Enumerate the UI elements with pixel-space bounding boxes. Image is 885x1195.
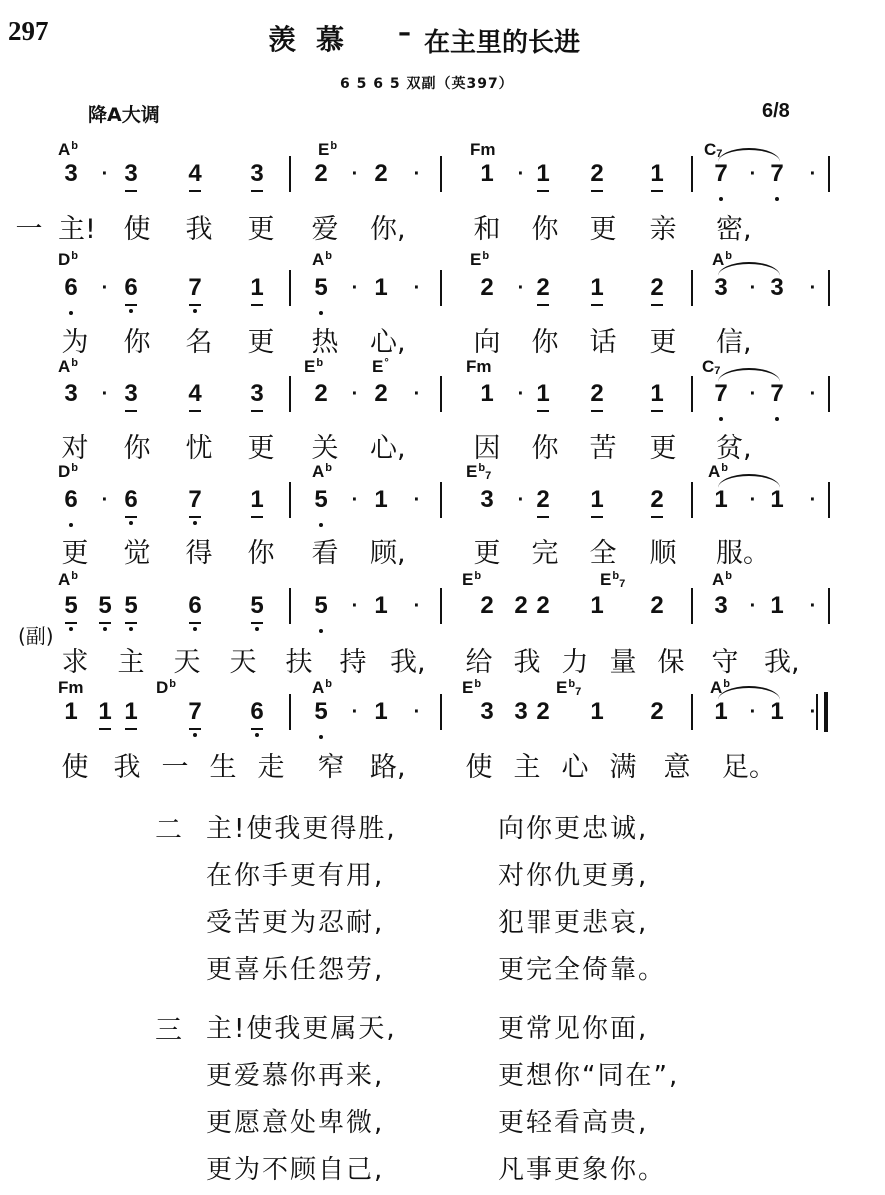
lyric-char: 完 (531, 538, 559, 569)
duration-dot: · (517, 383, 525, 405)
lyric-char: 觉 (123, 538, 151, 569)
duration-dot: · (809, 595, 817, 617)
note: 6 (244, 700, 270, 724)
duration-dot: · (517, 277, 525, 299)
verse-line: 更常见你面, (498, 1014, 649, 1044)
note: 1 (644, 382, 670, 406)
chord-symbol: $E^b$ (462, 570, 482, 589)
bar-line (828, 376, 830, 412)
bar-line (440, 694, 442, 730)
lyric-char: 我 (113, 752, 141, 783)
note: 2 (314, 380, 328, 407)
lyric-char: 因 (473, 433, 501, 464)
note: 5 (118, 594, 144, 618)
chord-symbol: $A^b$ (312, 678, 333, 697)
lyric-char: 天 (173, 647, 201, 678)
duration-dot: · (101, 383, 109, 405)
lyric-char: 更 (589, 214, 617, 245)
bar-line (691, 482, 693, 518)
duration-dot: · (517, 163, 525, 185)
note: 3 (714, 274, 728, 301)
note: 5 (308, 700, 334, 724)
note: 1 (590, 698, 604, 725)
note: 1 (374, 274, 388, 301)
verse-line: 凡事更象你。 (498, 1155, 667, 1185)
lyric-char: 你, (370, 214, 406, 245)
lyric-char: 主! (58, 214, 96, 245)
lyric-char: 更 (649, 433, 677, 464)
note: 1 (644, 162, 670, 186)
lyric-char: 心 (561, 752, 589, 783)
lyric-char: 保 (657, 647, 685, 678)
note: 2 (536, 592, 550, 619)
note: 2 (480, 592, 494, 619)
lyric-char: 爱 (311, 214, 339, 245)
note: 1 (480, 160, 494, 187)
lyric-char: 得 (185, 538, 213, 569)
bar-line (289, 588, 291, 624)
note: 2 (650, 592, 664, 619)
duration-dot: · (809, 163, 817, 185)
lyric-char: 贫, (716, 433, 752, 464)
lyric-char: 为 (61, 327, 89, 358)
note: 3 (244, 382, 270, 406)
lyric-char: 你 (531, 214, 559, 245)
bar-line (691, 376, 693, 412)
lyric-char: 量 (609, 647, 637, 678)
hymn-subtitle: 在主里的长进 (424, 28, 581, 58)
note: 3 (244, 162, 270, 186)
lyric-char: 你 (531, 327, 559, 358)
note: 7 (182, 488, 208, 512)
lyric-char: 顺 (649, 538, 677, 569)
bar-line (691, 156, 693, 192)
chord-symbol: $D^b$ (156, 678, 177, 697)
note: 5 (308, 276, 334, 300)
note: 3 (514, 698, 528, 725)
verse-line: 主!使我更属天, (206, 1014, 397, 1044)
note: 2 (374, 160, 388, 187)
chord-symbol: $E^b$ (304, 357, 324, 376)
lyric-char: 更 (473, 538, 501, 569)
final-bar-thin (816, 694, 818, 730)
note: 1 (374, 592, 388, 619)
note: 1 (770, 592, 784, 619)
note: 1 (480, 380, 494, 407)
chord-symbol: Fm (466, 357, 492, 376)
lyric-char: 使 (123, 214, 151, 245)
note: 5 (92, 594, 118, 618)
note: 1 (244, 276, 270, 300)
verse-number: 三 (155, 1015, 182, 1046)
lyric-char: 走 (257, 752, 285, 783)
lyric-char: 求 (61, 647, 89, 678)
verse-line: 更完全倚靠。 (498, 955, 667, 985)
lyric-char: 热 (311, 327, 339, 358)
verse-line: 犯罪更悲哀, (498, 908, 649, 938)
lyric-char: 更 (649, 327, 677, 358)
lyric-char: 顾, (370, 538, 406, 569)
lyric-char: 全 (589, 538, 617, 569)
lyric-char: 满 (609, 752, 637, 783)
note: 1 (530, 382, 556, 406)
lyric-char: 心, (370, 433, 406, 464)
note: 2 (584, 162, 610, 186)
note: 2 (644, 488, 670, 512)
verse-number: 二 (155, 815, 182, 846)
note: 5 (58, 594, 84, 618)
chord-symbol: Fm (470, 140, 496, 159)
lyric-char: 守 (711, 647, 739, 678)
tie-arc (718, 368, 780, 382)
chord-symbol: $E^b_7$ (556, 678, 582, 698)
lyric-char: 一 (161, 752, 189, 783)
verse-line: 更轻看高贵, (498, 1108, 649, 1138)
note: 5 (244, 594, 270, 618)
lyric-char: 扶 (285, 647, 313, 678)
lyric-char: 名 (185, 327, 213, 358)
duration-dot: · (517, 489, 525, 511)
note: 3 (64, 160, 78, 187)
chord-symbol: $D^b$ (58, 462, 79, 481)
note: 6 (182, 594, 208, 618)
lyric-char: 路, (370, 752, 406, 783)
note: 3 (770, 274, 784, 301)
duration-dot: · (101, 277, 109, 299)
tie-arc (718, 148, 780, 162)
lyric-char: 窄 (317, 752, 345, 783)
chord-symbol: $E^b$ (470, 250, 490, 269)
lyric-char: 更 (247, 327, 275, 358)
chord-symbol: $E^b$ (462, 678, 482, 697)
chord-symbol: $A^b$ (312, 250, 333, 269)
note: 2 (650, 698, 664, 725)
lyric-char: 和 (473, 214, 501, 245)
note: 1 (770, 698, 784, 725)
chord-symbol: $C_7$ (704, 140, 723, 160)
lyric-char: 生 (209, 752, 237, 783)
verse-line: 更爱慕你再来, (206, 1061, 385, 1091)
duration-dot: · (809, 489, 817, 511)
duration-dot: · (413, 701, 421, 723)
bar-line (440, 270, 442, 306)
duration-dot: · (749, 701, 757, 723)
duration-dot: · (809, 277, 817, 299)
duration-dot: · (101, 489, 109, 511)
chord-symbol: $E^b_7$ (466, 462, 492, 482)
lyric-char: 使 (465, 752, 493, 783)
note: 5 (308, 488, 334, 512)
duration-dot: · (351, 383, 359, 405)
duration-dot: · (351, 277, 359, 299)
lyric-char: 密, (716, 214, 752, 245)
lyric-char: 关 (311, 433, 339, 464)
note: 2 (530, 276, 556, 300)
duration-dot: · (749, 163, 757, 185)
verse-line: 更为不顾自己, (206, 1155, 385, 1185)
note: 4 (182, 382, 208, 406)
note: 1 (590, 592, 604, 619)
note: 2 (644, 276, 670, 300)
chord-symbol: $A^b$ (710, 678, 731, 697)
note: 1 (374, 698, 388, 725)
lyric-char: 向 (473, 327, 501, 358)
note: 3 (480, 486, 494, 513)
duration-dot: · (749, 383, 757, 405)
lyric-char: 苦 (589, 433, 617, 464)
verse-line: 向你更忠诚, (498, 814, 649, 844)
duration-dot: · (351, 163, 359, 185)
note: 1 (770, 486, 784, 513)
note: 6 (58, 276, 84, 300)
verse-line: 更喜乐任怨劳, (206, 955, 385, 985)
note: 7 (182, 700, 208, 724)
duration-dot: · (351, 595, 359, 617)
note: 2 (314, 160, 328, 187)
note: 1 (714, 486, 728, 513)
lyric-char: 意 (663, 752, 691, 783)
chord-symbol: $A^b$ (58, 140, 79, 159)
note: 3 (118, 162, 144, 186)
note: 3 (480, 698, 494, 725)
bar-line (440, 588, 442, 624)
bar-line (828, 482, 830, 518)
note: 3 (64, 380, 78, 407)
note: 4 (182, 162, 208, 186)
lyric-char: 持 (339, 647, 367, 678)
bar-line (440, 376, 442, 412)
bar-line (691, 694, 693, 730)
note: 5 (308, 594, 334, 618)
meter-line: 6 5 6 5 双副（英397） (340, 76, 514, 92)
lyric-char: 主 (117, 647, 145, 678)
duration-dot: · (749, 277, 757, 299)
bar-line (828, 156, 830, 192)
note: 1 (92, 700, 118, 724)
chord-symbol: $C_7$ (702, 357, 721, 377)
lyric-char: 更 (247, 214, 275, 245)
chord-symbol: $A^b$ (58, 357, 79, 376)
note: 1 (530, 162, 556, 186)
lyric-char: 我, (390, 647, 426, 678)
note: 2 (514, 592, 528, 619)
lyric-char: 我, (764, 647, 800, 678)
lyric-char: 你 (531, 433, 559, 464)
verse-line: 受苦更为忍耐, (206, 908, 385, 938)
lyric-char: 更 (247, 433, 275, 464)
note: 6 (58, 488, 84, 512)
note: 1 (118, 700, 144, 724)
lyric-char: 看 (311, 538, 339, 569)
note: 1 (64, 698, 78, 725)
bar-line (828, 588, 830, 624)
bar-line (289, 156, 291, 192)
note: 7 (708, 382, 734, 406)
lyric-char: 亲 (649, 214, 677, 245)
duration-dot: · (413, 489, 421, 511)
bar-line (691, 270, 693, 306)
note: 2 (530, 488, 556, 512)
note: 2 (480, 274, 494, 301)
note: 1 (584, 488, 610, 512)
note: 7 (182, 276, 208, 300)
note: 6 (118, 276, 144, 300)
note: 2 (374, 380, 388, 407)
chord-symbol: $A^b$ (58, 570, 79, 589)
duration-dot: · (809, 701, 817, 723)
verse-line: 更愿意处卑微, (206, 1108, 385, 1138)
verse-line: 主!使我更得胜, (206, 814, 397, 844)
chord-symbol: $A^b$ (708, 462, 729, 481)
note: 1 (584, 276, 610, 300)
note: 7 (764, 162, 790, 186)
bar-line (440, 482, 442, 518)
bar-line (289, 376, 291, 412)
note: 1 (714, 698, 728, 725)
bar-line (289, 694, 291, 730)
chord-symbol: $E^b_7$ (600, 570, 626, 590)
verse-line: 在你手更有用, (206, 861, 385, 891)
bar-line (289, 270, 291, 306)
bar-line (691, 588, 693, 624)
hymn-number: 297 (8, 16, 49, 46)
lyric-char: 对 (61, 433, 89, 464)
lyric-char: 足。 (722, 752, 776, 783)
chord-symbol: $A^b$ (312, 462, 333, 481)
note: 2 (584, 382, 610, 406)
lyric-char: 主 (513, 752, 541, 783)
chord-symbol: E° (372, 357, 389, 376)
chord-symbol: $D^b$ (58, 250, 79, 269)
note: 7 (708, 162, 734, 186)
key-signature: 降A大调 (88, 104, 160, 126)
duration-dot: · (101, 163, 109, 185)
lyric-char: 我 (185, 214, 213, 245)
chord-symbol: Fm (58, 678, 84, 697)
lyric-char: 你 (247, 538, 275, 569)
note: 3 (714, 592, 728, 619)
lyric-char: 力 (561, 647, 589, 678)
lyric-char: 我 (513, 647, 541, 678)
bar-line (828, 270, 830, 306)
duration-dot: · (413, 595, 421, 617)
duration-dot: · (413, 383, 421, 405)
duration-dot: · (351, 489, 359, 511)
lyric-char: 信, (716, 327, 752, 358)
lyric-char: 服。 (716, 538, 770, 569)
lyric-char: 更 (61, 538, 89, 569)
note: 1 (244, 488, 270, 512)
time-signature: 6/8 (762, 100, 790, 122)
bar-line (289, 482, 291, 518)
bar-line (440, 156, 442, 192)
duration-dot: · (749, 595, 757, 617)
note: 6 (118, 488, 144, 512)
lyric-char: 天 (229, 647, 257, 678)
note: 1 (374, 486, 388, 513)
duration-dot: · (809, 383, 817, 405)
lyric-char: 心, (370, 327, 406, 358)
chord-symbol: $E^b$ (318, 140, 338, 159)
lyric-char: 你 (123, 433, 151, 464)
lyric-char: 一 (15, 214, 43, 245)
lyric-char: 给 (465, 647, 493, 678)
final-bar-line (824, 692, 828, 732)
duration-dot: · (413, 163, 421, 185)
note: 3 (118, 382, 144, 406)
chord-symbol: $A^b$ (712, 570, 733, 589)
note: 7 (764, 382, 790, 406)
duration-dot: · (413, 277, 421, 299)
title-dash: – (398, 18, 411, 48)
lyric-char: 使 (61, 752, 89, 783)
verse-line: 对你仇更勇, (498, 861, 649, 891)
note: 2 (536, 698, 550, 725)
refrain-label: (副) (18, 624, 54, 648)
hymn-title: 羡慕 (268, 23, 365, 56)
lyric-char: 话 (589, 327, 617, 358)
lyric-char: 忧 (185, 433, 213, 464)
duration-dot: · (351, 701, 359, 723)
chord-symbol: $A^b$ (712, 250, 733, 269)
duration-dot: · (749, 489, 757, 511)
verse-line: 更想你“同在”, (498, 1061, 680, 1091)
lyric-char: 你 (123, 327, 151, 358)
